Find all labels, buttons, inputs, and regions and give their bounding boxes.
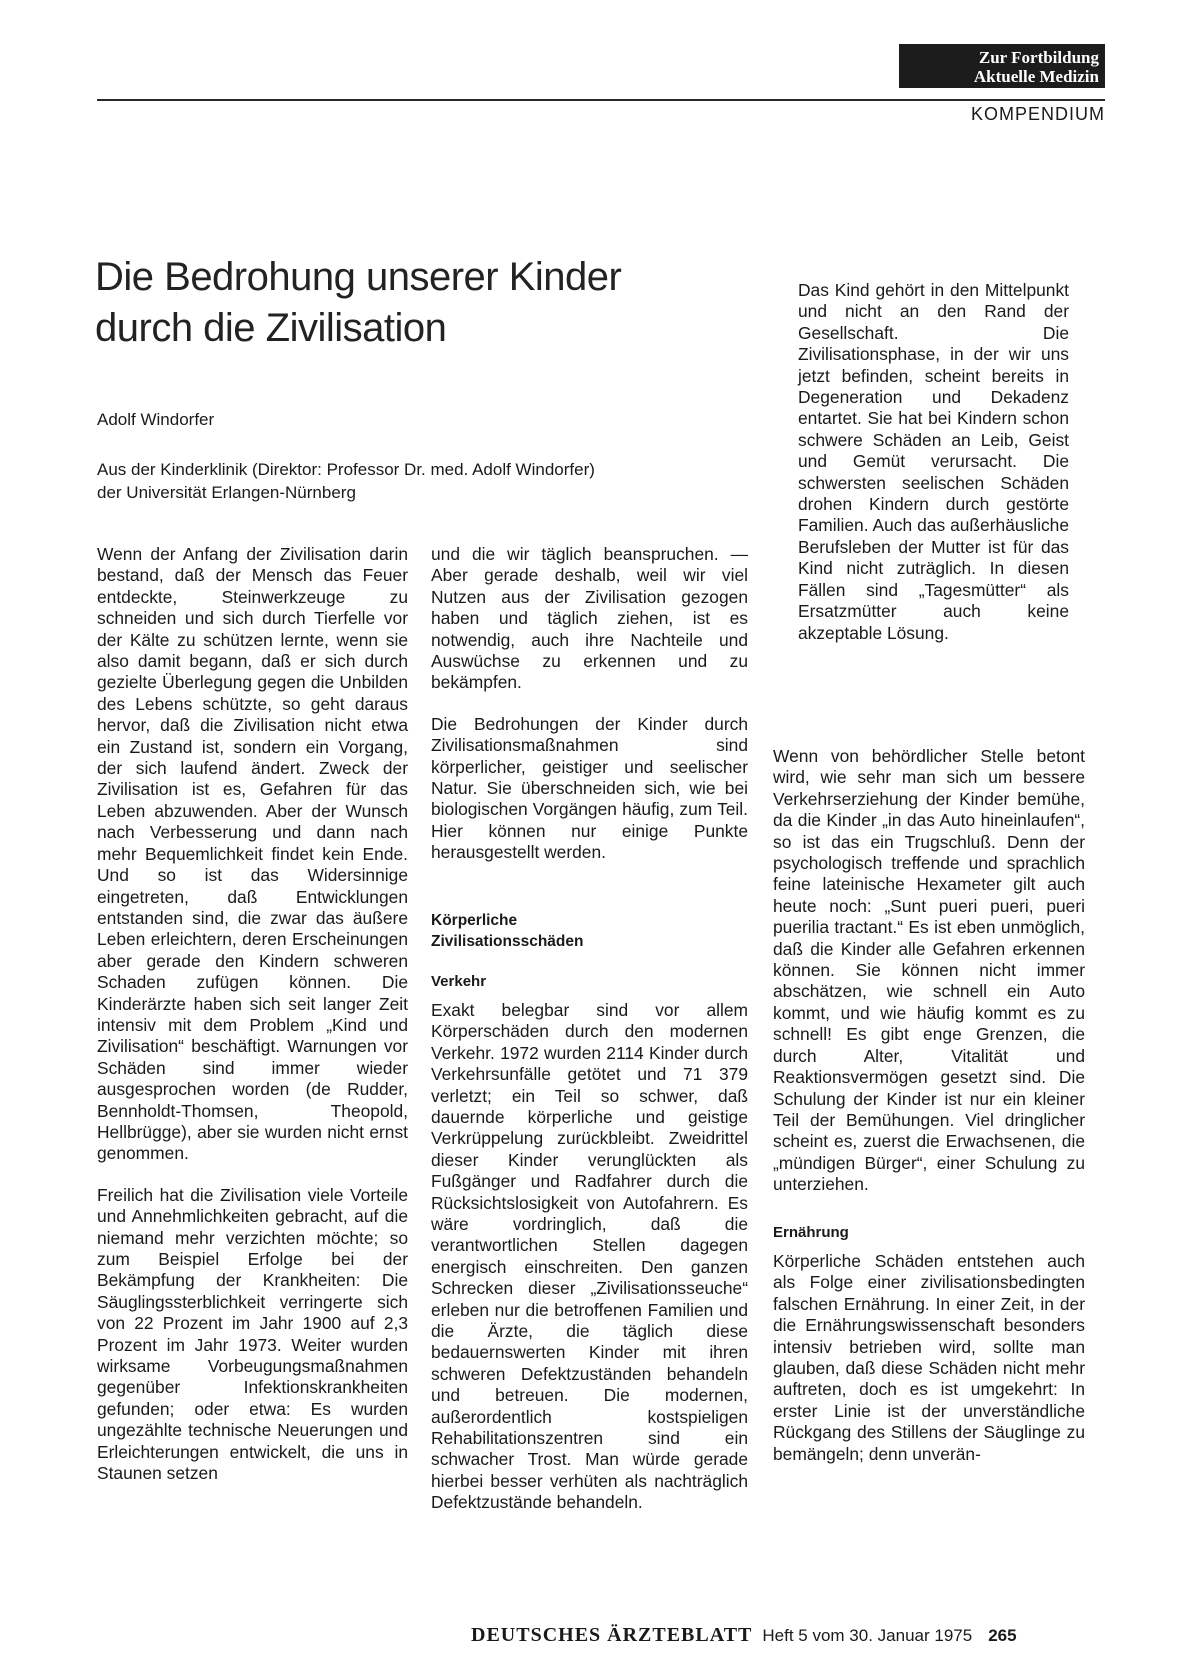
subsection-heading: Ernährung	[773, 1223, 849, 1241]
affiliation-line-1: Aus der Kinderklinik (Direktor: Professor Dr. med. Adolf Windorfer)	[97, 460, 595, 479]
subsection-heading: Verkehr	[431, 972, 487, 990]
article-title	[95, 252, 735, 354]
badge-line-2: Aktuelle Medizin	[973, 67, 1099, 86]
section-label: KOMPENDIUM	[970, 104, 1105, 124]
author-name: Adolf Windorfer	[97, 410, 215, 429]
text-column-1	[97, 544, 408, 1484]
paragraph: Wenn von behördlicher Stelle betont wird, wie sehr man sich um bessere Verkehrserziehung der Kinder bemühe, da die Kinder „in das Auto hineinlaufen“, so ist das ein Trugschluß. Denn der psychologisch treffende und sprachlich feine lateinische Hexameter gilt auch heute noch: „Sunt pueri pueri, pueri puerilia tractant.“ Es ist eben unmöglich, daß die Kinder alle Gefahren erkennen können. Sie können nicht immer abschätzen, wie schnell ein Auto kommt, und wie häufig kommt es zu schnell! Es gibt enge Grenzen, die durch Alter, Vitalität und Reaktionsvermögen gesetzt sind. Die Schulung der Kinder ist nur ein kleiner Teil der Bemühungen. Viel dringlicher scheint es, zuerst die Erwachsenen, die „mündigen Bürger“, einer Schulung zu unterziehen.	[773, 746, 1085, 1195]
paragraph: und die wir täglich beanspruchen. — Aber gerade deshalb, weil wir viel Nutzen aus der Zivilisation gezogen haben und täglich ziehen, ist es notwendig, auch ihre Nachteile und Auswüchse zu erkennen und zu bekämpfen.	[431, 544, 748, 693]
section-badge	[899, 44, 1105, 88]
text-column-2	[431, 544, 748, 1514]
section-heading	[431, 910, 748, 953]
text-column-3-top	[798, 280, 1069, 644]
page-number: 265	[988, 1626, 1017, 1645]
paragraph: Exakt belegbar sind vor allem Körperschäden durch den modernen Verkehr. 1972 wurden 2114 Kinder durch Verkehrsunfälle getötet und 71 379 verletzt; ein Teil so schwer, daß dauernde körperliche und geistige Verkrüppelung zurückbleibt. Zweidrittel dieser Kinder verunglückten als Fußgänger und Radfahrer durch die Rücksichtslosigkeit von Autofahrern. Es wäre vordringlich, daß die verantwortlichen Stellen dagegen energisch einschreiten. Den ganzen Schrecken dieser „Zivilisationsseuche“ erleben nur die betroffenen Familien und die Ärzte, die täglich diese bedauernswerten Kinder mit ihren schweren Defektzuständen behandeln und betreuen. Die modernen, außerordentlich kostspieligen Rehabilitationszentren sind ein schwacher Trost. Man würde gerade hierbei besser verhüten als nachträglich Defektzustände behandeln.	[431, 999, 748, 1513]
title-line-2: durch die Zivilisation	[95, 306, 447, 350]
section-heading-line-1: Körperliche	[431, 911, 518, 929]
affiliation-line-2: der Universität Erlangen-Nürnberg	[97, 483, 356, 502]
header-rule	[97, 99, 1105, 101]
section-heading-line-2: Zivilisationsschäden	[431, 933, 584, 951]
text-column-3	[773, 746, 1085, 1465]
paragraph: Das Kind gehört in den Mittelpunkt und nicht an den Rand der Gesellschaft. Die Zivilisationsphase, in der wir uns jetzt befinden, scheint bereits in Degeneration und Dekadenz entartet. Sie hat bei Kindern schon schwere Schäden an Leib, Geist und Gemüt verursacht. Die schwersten seelischen Schäden drohen Kindern durch gestörte Familien. Auch das außerhäusliche Berufsleben der Mutter ist für das Kind nicht zuträglich. In diesen Fällen sind „Tagesmütter“ als Ersatzmütter auch keine akzeptable Lösung.	[798, 280, 1069, 643]
issue-info: Heft 5 vom 30. Januar 1975	[762, 1626, 973, 1645]
paragraph: Wenn der Anfang der Zivilisation darin bestand, daß der Mensch das Feuer entdeckte, Steinwerkzeuge zu schneiden und sich durch Tierfelle vor der Kälte zu schützen lernte, wenn sie also damit begann, daß er sich durch gezielte Überlegung gegen die Unbilden des Lebens schützte, so geht daraus hervor, daß die Zivilisation nicht etwa ein Zustand ist, sondern ein Vorgang, der sich laufend ändert. Zweck der Zivilisation ist es, Gefahren für das Leben abzuwenden. Aber der Wunsch nach Verbesserung und dann nach mehr Bequemlichkeit findet kein Ende. Und so ist das Widersinnige eingetreten, daß Entwicklungen entstanden sind, die zwar das äußere Leben erleichtern, deren Erscheinungen aber gerade den Kindern schweren Schaden zufügen können. Die Kinderärzte haben sich seit langer Zeit intensiv mit dem Problem „Kind und Zivilisation“ beschäftigt. Warnungen vor Schäden sind immer wieder ausgesprochen worden (de Rudder, Bennholdt-Thomsen, Theopold, Hellbrügge), aber sie wurden nicht ernst genommen.	[97, 544, 408, 1164]
paragraph: Freilich hat die Zivilisation viele Vorteile und Annehmlichkeiten gebracht, auf die niemand mehr verzichten möchte; so zum Beispiel Erfolge bei der Bekämpfung der Krankheiten: Die Säuglingssterblichkeit verringerte sich von 22 Prozent im Jahr 1900 auf 2,3 Prozent im Jahr 1973. Weiter wurden wirksame Vorbeugungsmaßnahmen gegenüber Infektionskrankheiten gefunden; oder etwa: Es wurden ungezählte technische Neuerungen und Erleichterungen entwickelt, die uns in Staunen setzen	[97, 1184, 408, 1484]
title-line-1: Die Bedrohung unserer Kinder	[95, 255, 622, 299]
badge-line-1: Zur Fortbildung	[978, 48, 1099, 67]
page-footer	[471, 1624, 1091, 1647]
paragraph: Körperliche Schäden entstehen auch als Folge einer zivilisationsbedingten falschen Ernährung. In einer Zeit, in der die Ernährungswissenschaft besonders intensiv betrieben wird, sollte man glauben, daß diese Schäden nicht mehr auftreten, doch es ist umgekehrt: In erster Linie ist der unverständliche Rückgang des Stillens der Säuglinge zu bemängeln; denn unverän-	[773, 1250, 1085, 1464]
affiliation	[97, 458, 757, 504]
paragraph: Die Bedrohungen der Kinder durch Zivilisationsmaßnahmen sind körperlicher, geistiger und seelischer Natur. Sie überschneiden sich, wie bei biologischen Vorgängen häufig, zum Teil. Hier können nur einige Punkte herausgestellt werden.	[431, 713, 748, 863]
journal-name: DEUTSCHES ÄRZTEBLATT	[471, 1624, 753, 1646]
